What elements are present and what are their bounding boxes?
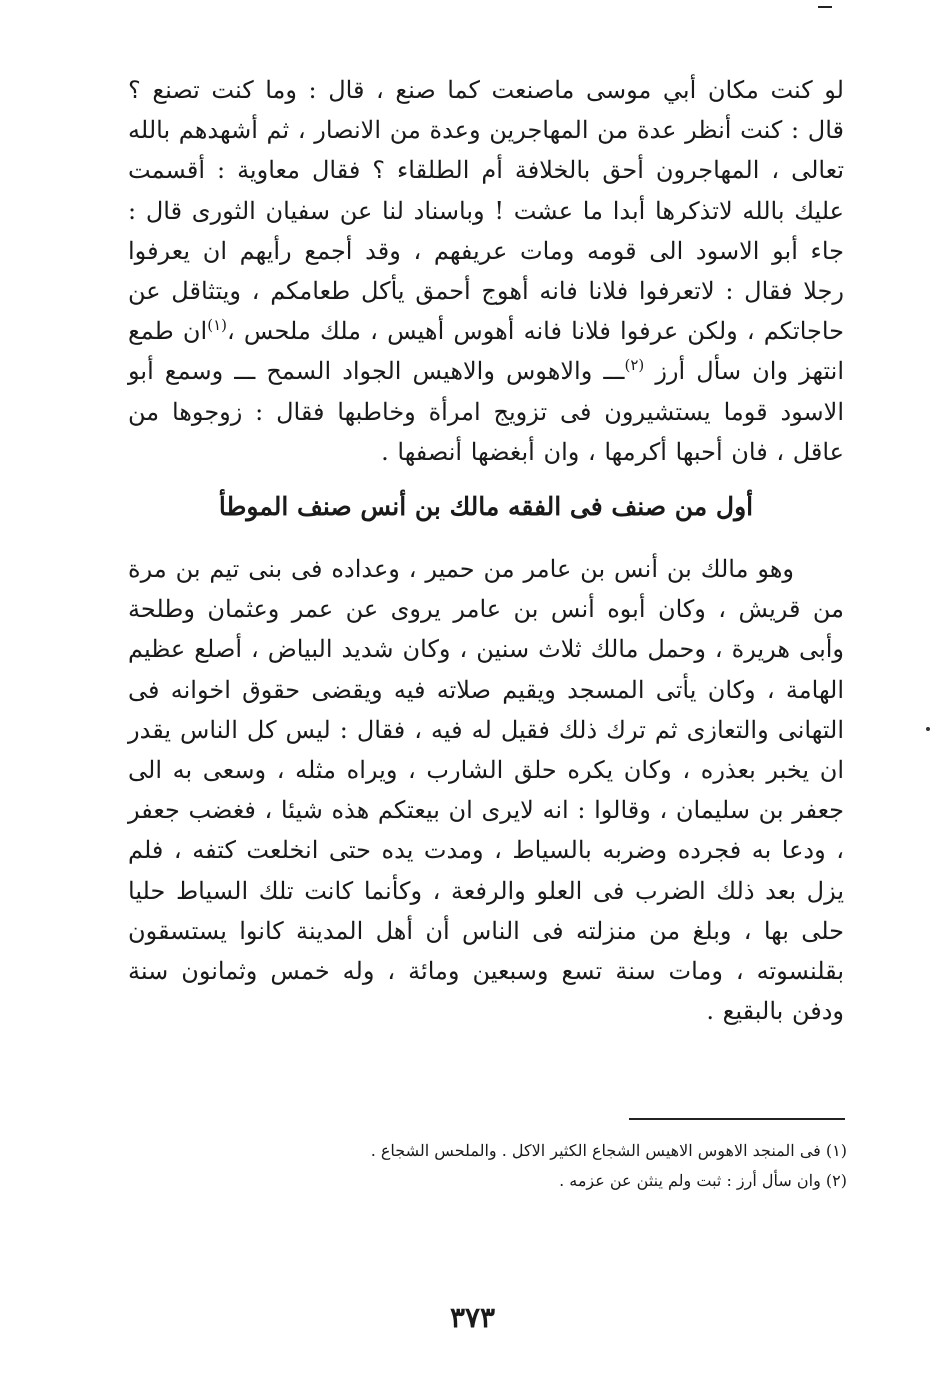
paragraph-1-text-3: ـــ والاهوس والاهيس الجواد السمح ـــ وسمع أبو الاسود قوما يستشيرون فى تزويج امرأة وخاطبها فقال : زوجوها من عاقل ، فان أحبها أكرمها ، وان أبغضها أنصفها .: [128, 357, 844, 466]
top-margin-mark: [818, 0, 832, 8]
page-number: ٣٧٣: [449, 1301, 496, 1334]
paragraph-2-text: وهو مالك بن أنس بن عامر من حمير ، وعداده فى بنى تيم بن مرة من قريش ، وكان أبوه أنس بن عامر يروى عن عمر وعثمان وطلحة وأبى هريرة ، وحمل مالك ثلاث سنين ، وكان شديد البياض ، أصلع عظيم الهامة ، وكان يأتى المسجد ويقيم صلاته فيه ويقضى حقوق اخوانه فى التهانى والتعازى ثم ترك ذلك فقيل له فيه ، فقال : ليس كل الناس يقدر ان يخبر بعذره ، وكان يكره حلق الشارب ، ويراه مثله ، وسعى به الى جعفر بن سليمان ، وقالوا : انه لايرى ان بيعتكم هذه شيئا ، فغضب جعفر ، ودعا به فجرده وضربه بالسياط ، ومدت يده حتى انخلعت كتفه ، فلم يزل بعد ذلك الضرب فى العلو والرفعة ، وكأنما كانت تلك السياط حليا حلى بها ، وبلغ من منزلته فى الناس أن أهل المدينة كانوا يستسقون بقلنسوته ، ومات سنة تسع وسبعين ومائة ، وله خمس وثمانون سنة ودفن بالبقيع .: [128, 555, 845, 1026]
scan-speck: [926, 727, 930, 731]
footnote-ref-1: (١): [207, 316, 227, 335]
paragraph-1-text-2: ان طمع انتهز وان سأل أرز: [128, 317, 845, 386]
paragraph-1: [128, 70, 844, 472]
paragraph-2: [128, 549, 844, 1031]
footnotes: [200, 1136, 847, 1196]
footnote-1: (١) فى المنجد الاهوس الاهيس الشجاع الكثير الاكل . والملحس الشجاع .: [370, 1141, 847, 1160]
footnote-ref-2: (٢): [624, 356, 645, 375]
footnote-2: (٢) وان سأل أرز : ثبت ولم ينثن عن عزمه .: [559, 1171, 847, 1190]
paragraph-1-text: لو كنت مكان أبي موسى ماصنعت كما صنع ، قال : وما كنت تصنع ؟ قال : كنت أنظر عدة من المهاجرين وعدة من الانصار ، ثم أشهدهم بالله تعالى ، المهاجرون أحق بالخلافة أم الطلقاء ؟ فقال معاوية : أقسمت عليك بالله لاتذكرها أبدا ما عشت ! وباسناد لنا عن سفيان الثورى قال : جاء أبو الاسود الى قومه ومات عريفهم ، وقد أجمع رأيهم ان يعرفوا رجلا فقال : لاتعرفوا فلانا فانه أهوج أحمق يأكل طعامكم ، ويتثاقل عن حاجاتكم ، ولكن عرفوا فلانا فانه أهوس أهيس ، ملك ملحس ،: [128, 76, 845, 346]
section-heading: أول من صنف فى الفقه مالك بن أنس صنف الموطأ: [218, 492, 754, 521]
footnote-separator: [629, 1118, 845, 1120]
